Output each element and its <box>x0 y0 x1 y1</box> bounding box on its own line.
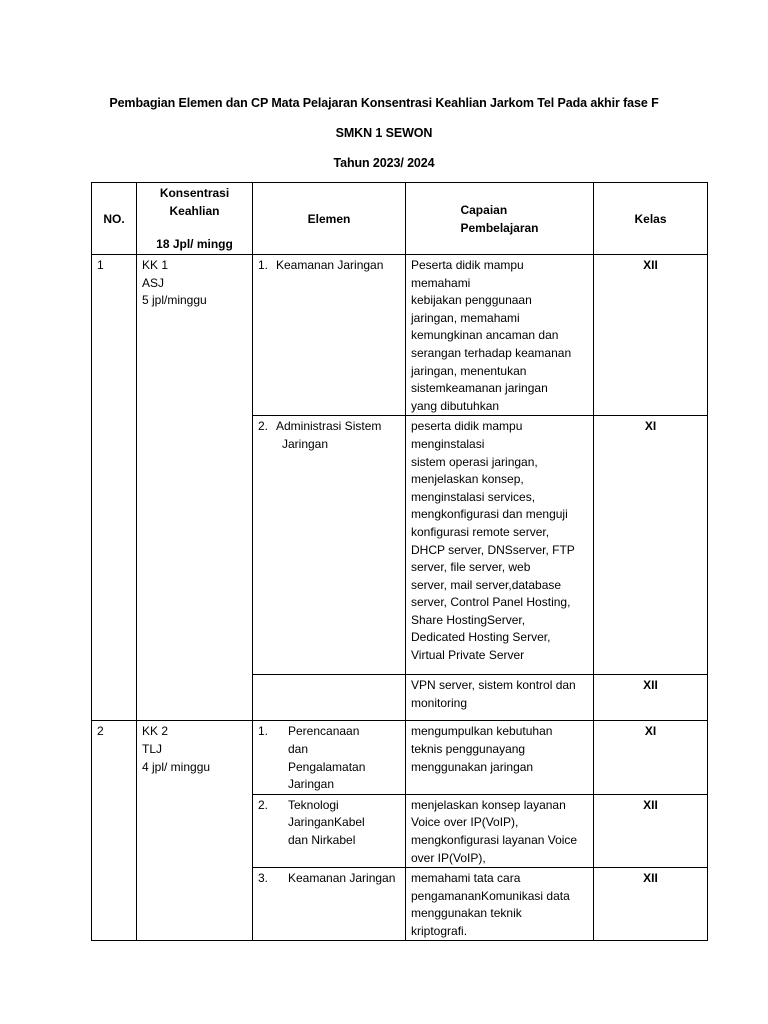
cp-line: yang dibutuhkan <box>411 398 500 413</box>
cp-line: server, mail server,database <box>411 577 562 592</box>
academic-year: Tahun 2023/ 2024 <box>333 156 435 170</box>
kk-line: 4 jpl/ minggu <box>142 759 211 774</box>
cp-line: Virtual Private Server <box>411 648 525 663</box>
elemen-line: dan <box>288 741 309 756</box>
cp-line: VPN server, sistem kontrol dan <box>411 678 576 693</box>
elemen-item <box>258 723 400 793</box>
elemen-line: Pengalamatan <box>288 759 366 774</box>
header-kelas: Kelas <box>594 183 708 255</box>
cp-line: Voice over IP(VoIP), <box>411 815 519 830</box>
elemen-cell <box>253 675 406 721</box>
cp-line: memahami tata cara <box>411 871 521 886</box>
header-cp-line: Pembelajaran <box>460 220 539 235</box>
cp-line: menjelaskan konsep, <box>411 472 524 487</box>
elemen-line <box>258 257 400 275</box>
cp-line: Share HostingServer, <box>411 612 526 627</box>
header-cp-line: Capaian <box>460 202 508 217</box>
cp-line: DHCP server, DNSserver, FTP <box>411 542 575 557</box>
elemen-cell <box>253 794 406 867</box>
cp-line: kriptografi. <box>411 923 468 938</box>
elemen-line <box>258 418 400 436</box>
cp-line: sistemkeamanan jaringan <box>411 381 548 396</box>
cp-line: over IP(VoIP), <box>411 850 486 865</box>
kelas-cell: XI <box>594 416 708 675</box>
elemen-number: 2. <box>258 797 269 812</box>
elemen-number: 3. <box>258 871 269 886</box>
cp-line: jaringan, menentukan <box>411 363 527 378</box>
cp-line: server, file server, web <box>411 560 531 575</box>
capaian-pembelajaran-cell <box>406 794 594 867</box>
elemen-number: 1. <box>258 724 269 739</box>
cp-line: mengumpulkan kebutuhan <box>411 724 553 739</box>
table-header-row <box>92 183 708 255</box>
elemen-text: Administrasi Sistem <box>276 419 382 434</box>
elemen-cell <box>253 416 406 675</box>
header-kk-jpl: 18 Jpl/ mingg <box>156 237 233 252</box>
cp-line: pengamananKomunikasi data <box>411 888 570 903</box>
cp-line: Peserta didik mampu <box>411 258 524 272</box>
header-kk-line: Konsentrasi <box>159 186 230 200</box>
table-row <box>92 255 708 416</box>
header-capaian-pembelajaran <box>406 183 594 255</box>
kk-line: TLJ <box>142 741 163 756</box>
cp-line: konfigurasi remote server, <box>411 524 550 539</box>
elemen-item <box>258 797 400 850</box>
elemen-text <box>288 870 395 888</box>
elemen-text <box>288 723 365 793</box>
cp-line: mengkonfigurasi layanan Voice <box>411 832 578 847</box>
elemen-line: Keamanan Jaringan <box>288 871 396 886</box>
kelas-cell: XI <box>594 721 708 794</box>
cp-line: monitoring <box>411 695 468 710</box>
cp-line: peserta didik mampu <box>411 419 523 434</box>
elemen-number: 2. <box>258 419 269 434</box>
cp-line: memahami <box>411 275 471 290</box>
elemen-item <box>258 870 400 888</box>
konsentrasi-keahlian-cell <box>137 721 253 941</box>
elemen-text: Keamanan Jaringan <box>276 258 384 272</box>
cp-line: jaringan, memahami <box>411 310 520 325</box>
cp-line: kemungkinan ancaman dan <box>411 328 559 343</box>
row-number: 1 <box>92 255 137 721</box>
kelas-cell: XII <box>594 868 708 941</box>
cp-table <box>91 182 708 941</box>
elemen-line: Jaringan <box>288 777 335 792</box>
elemen-cell <box>253 721 406 794</box>
elemen-line: Teknologi <box>288 797 339 812</box>
table-row <box>92 721 708 794</box>
document-title: Pembagian Elemen dan CP Mata Pelajaran Konsentrasi Keahlian Jarkom Tel Pada akhir fase F <box>109 96 659 110</box>
kk-line: KK 1 <box>142 258 169 272</box>
header-konsentrasi-keahlian <box>137 183 253 255</box>
school-name: SMKN 1 SEWON <box>335 126 433 140</box>
cp-line: server, Control Panel Hosting, <box>411 595 571 610</box>
kk-line: KK 2 <box>142 724 169 739</box>
elemen-line: JaringanKabel <box>288 815 365 830</box>
cp-line: menggunakan teknik <box>411 906 522 921</box>
table-body <box>92 255 708 941</box>
kelas-cell: XII <box>594 255 708 416</box>
elemen-text <box>288 797 365 850</box>
elemen-line: Perencanaan <box>288 724 360 739</box>
konsentrasi-keahlian-cell <box>137 255 253 721</box>
kelas-cell: XII <box>594 675 708 721</box>
elemen-number: 1. <box>258 258 269 272</box>
capaian-pembelajaran-cell <box>406 868 594 941</box>
header-kk-line: Keahlian <box>169 203 220 218</box>
elemen-line: Jaringan <box>282 436 329 451</box>
elemen-cell <box>253 868 406 941</box>
header-elemen: Elemen <box>253 183 406 255</box>
cp-line: teknis penggunayang <box>411 741 526 756</box>
header-no: NO. <box>92 183 137 255</box>
capaian-pembelajaran-cell <box>406 255 594 416</box>
capaian-pembelajaran-cell <box>406 675 594 721</box>
cp-line: sistem operasi jaringan, <box>411 454 538 469</box>
kk-line: ASJ <box>142 275 165 290</box>
elemen-line: dan Nirkabel <box>288 832 356 847</box>
cp-line: menjelaskan konsep layanan <box>411 797 566 812</box>
cp-line: serangan terhadap keamanan <box>411 345 572 360</box>
kk-line: 5 jpl/minggu <box>142 293 207 308</box>
cp-line: kebijakan penggunaan <box>411 293 532 308</box>
capaian-pembelajaran-cell <box>406 721 594 794</box>
kelas-cell: XII <box>594 794 708 867</box>
cp-line: Dedicated Hosting Server, <box>411 630 551 645</box>
cp-line: menggunakan jaringan <box>411 759 534 774</box>
cp-line: menginstalasi services, <box>411 489 536 504</box>
cp-line: menginstalasi <box>411 436 485 451</box>
cp-line: mengkonfigurasi dan menguji <box>411 507 568 522</box>
row-number: 2 <box>92 721 137 941</box>
elemen-cell <box>253 255 406 416</box>
capaian-pembelajaran-cell <box>406 416 594 675</box>
